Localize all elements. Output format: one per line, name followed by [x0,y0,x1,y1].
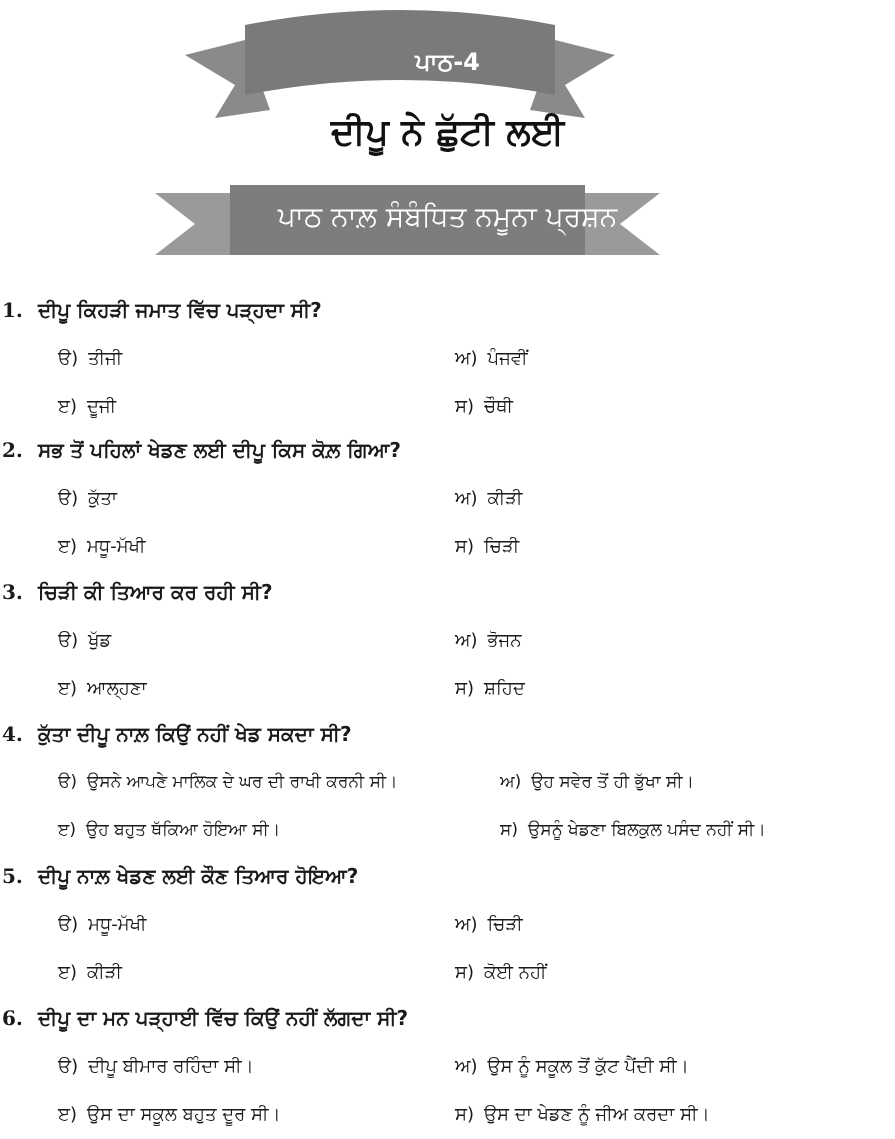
option-letter: ਅ) [500,772,522,792]
question-number: 1. [2,298,23,322]
option-letter: ੲ) [58,1104,78,1125]
answer-option[interactable] [58,914,146,935]
option-letter: ੳ) [58,772,77,792]
question-number: 2. [2,438,23,462]
answer-option[interactable] [58,1104,281,1125]
option-text: ਭੋਜਨ [487,630,522,651]
question-text: ਕੁੱਤਾ ਦੀਪੂ ਨਾਲ਼ ਕਿਉਂ ਨਹੀਂ ਖੇਡ ਸਕਦਾ ਸੀ? [38,722,352,746]
option-text: ਦੀਪੂ ਬੀਮਾਰ ਰਹਿੰਦਾ ਸੀ। [88,1056,254,1077]
option-text: ਖੁੱਡ [88,630,112,651]
answer-option[interactable] [58,962,122,983]
option-letter: ੳ) [58,914,79,935]
answer-option[interactable] [455,678,525,699]
answer-option[interactable] [500,820,766,840]
answer-option[interactable] [58,488,117,509]
answer-option[interactable] [455,488,522,509]
question-text: ਸਭ ਤੋਂ ਪਹਿਲਾਂ ਖੇਡਣ ਲਈ ਦੀਪੂ ਕਿਸ ਕੋਲ਼ ਗਿਆ? [38,438,401,462]
answer-option[interactable] [58,536,145,557]
option-letter: ੲ) [58,678,78,699]
option-text: ਤੀਜੀ [88,348,123,369]
question-number: 6. [2,1006,23,1030]
option-letter: ਅ) [455,488,478,509]
answer-option[interactable] [455,630,522,651]
option-letter: ੲ) [58,396,78,417]
option-letter: ਸ) [455,678,475,699]
question-text: ਚਿੜੀ ਕੀ ਤਿਆਰ ਕਰ ਰਹੀ ਸੀ? [38,580,273,604]
option-text: ਕੀੜੀ [487,488,523,509]
option-letter: ਅ) [455,1056,478,1077]
option-letter: ੲ) [58,962,78,983]
option-text: ਕੀੜੀ [87,962,122,983]
answer-option[interactable] [500,772,694,792]
option-letter: ਸ) [455,962,475,983]
answer-option[interactable] [58,678,147,699]
answer-option[interactable] [58,772,397,792]
option-text: ਉਹ ਸਵੇਰ ਤੋਂ ਹੀ ਭੁੱਖਾ ਸੀ। [531,772,694,792]
option-letter: ੳ) [58,630,79,651]
answer-option[interactable] [455,348,528,369]
option-letter: ੲ) [58,536,78,557]
option-text: ਉਸ ਨੂੰ ਸਕੂਲ ਤੋਂ ਕੁੱਟ ਪੈਂਦੀ ਸੀ। [487,1056,689,1077]
answer-option[interactable] [58,348,122,369]
option-text: ਉਸ ਦਾ ਸਕੂਲ ਬਹੁਤ ਦੂਰ ਸੀ। [87,1104,281,1125]
question-text: ਦੀਪੂ ਨਾਲ਼ ਖੇਡਣ ਲਈ ਕੌਣ ਤਿਆਰ ਹੋਇਆ? [38,864,359,888]
option-text: ਚਿੜੀ [484,536,520,557]
answer-option[interactable] [455,1104,710,1125]
question-number: 5. [2,864,23,888]
option-text: ਉਸ ਦਾ ਖੇਡਣ ਨੂੰ ਜੀਅ ਕਰਦਾ ਸੀ। [484,1104,710,1125]
lesson-title: ਦੀਪੂ ਨੇ ਛੁੱਟੀ ਲਈ [330,112,565,153]
option-text: ਉਹ ਬਹੁਤ ਥੱਕਿਆ ਹੋਇਆ ਸੀ। [85,820,281,840]
answer-option[interactable] [58,630,111,651]
option-letter: ੳ) [58,348,79,369]
answer-option[interactable] [455,396,513,417]
answer-option[interactable] [455,914,523,935]
option-text: ਸ਼ਹਿਦ [484,678,525,699]
option-letter: ਸ) [500,820,518,840]
answer-option[interactable] [58,1056,254,1077]
option-letter: ਅ) [455,348,478,369]
answer-option[interactable] [58,820,280,840]
option-letter: ਸ) [455,536,475,557]
option-letter: ੳ) [58,1056,79,1077]
option-letter: ਅ) [455,630,478,651]
option-text: ਮਧੂ-ਮੱਖੀ [88,914,147,935]
option-text: ਉਸਨੇ ਆਪਣੇ ਮਾਲਿਕ ਦੇ ਘਰ ਦੀ ਰਾਖੀ ਕਰਨੀ ਸੀ। [86,772,398,792]
answer-option[interactable] [58,396,116,417]
option-letter: ਸ) [455,1104,475,1125]
option-letter: ਸ) [455,396,475,417]
option-text: ਚਿੜੀ [487,914,523,935]
lesson-number: ਪਾਠ-4 [415,48,480,76]
option-letter: ੲ) [58,820,76,840]
question-number: 4. [2,722,23,746]
section-title: ਪਾਠ ਨਾਲ਼ ਸੰਬੰਧਿਤ ਨਮੂਨਾ ਪ੍ਰਸ਼ਨ [277,200,618,233]
answer-option[interactable] [455,536,519,557]
answer-option[interactable] [455,1056,689,1077]
answer-option[interactable] [455,962,546,983]
option-text: ਦੂਜੀ [87,396,117,417]
option-text: ਉਸਨੂੰ ਖੇਡਣਾ ਬਿਲਕੁਲ ਪਸੰਦ ਨਹੀਂ ਸੀ। [527,820,766,840]
option-text: ਕੋਈ ਨਹੀਂ [484,962,547,983]
option-text: ਪੰਜਵੀਂ [487,348,528,369]
option-text: ਆਲ੍ਹਣਾ [87,678,147,699]
option-text: ਮਧੂ-ਮੱਖੀ [87,536,146,557]
option-text: ਕੁੱਤਾ [88,488,118,509]
option-letter: ੳ) [58,488,79,509]
question-text: ਦੀਪੂ ਕਿਹੜੀ ਜਮਾਤ ਵਿੱਚ ਪੜ੍ਹਦਾ ਸੀ? [38,298,322,322]
option-text: ਚੌਥੀ [484,396,513,417]
option-letter: ਅ) [455,914,478,935]
question-text: ਦੀਪੂ ਦਾ ਮਨ ਪੜ੍ਹਾਈ ਵਿੱਚ ਕਿਉਂ ਨਹੀਂ ਲੱਗਦਾ ਸੀ? [38,1006,409,1030]
question-number: 3. [2,580,23,604]
